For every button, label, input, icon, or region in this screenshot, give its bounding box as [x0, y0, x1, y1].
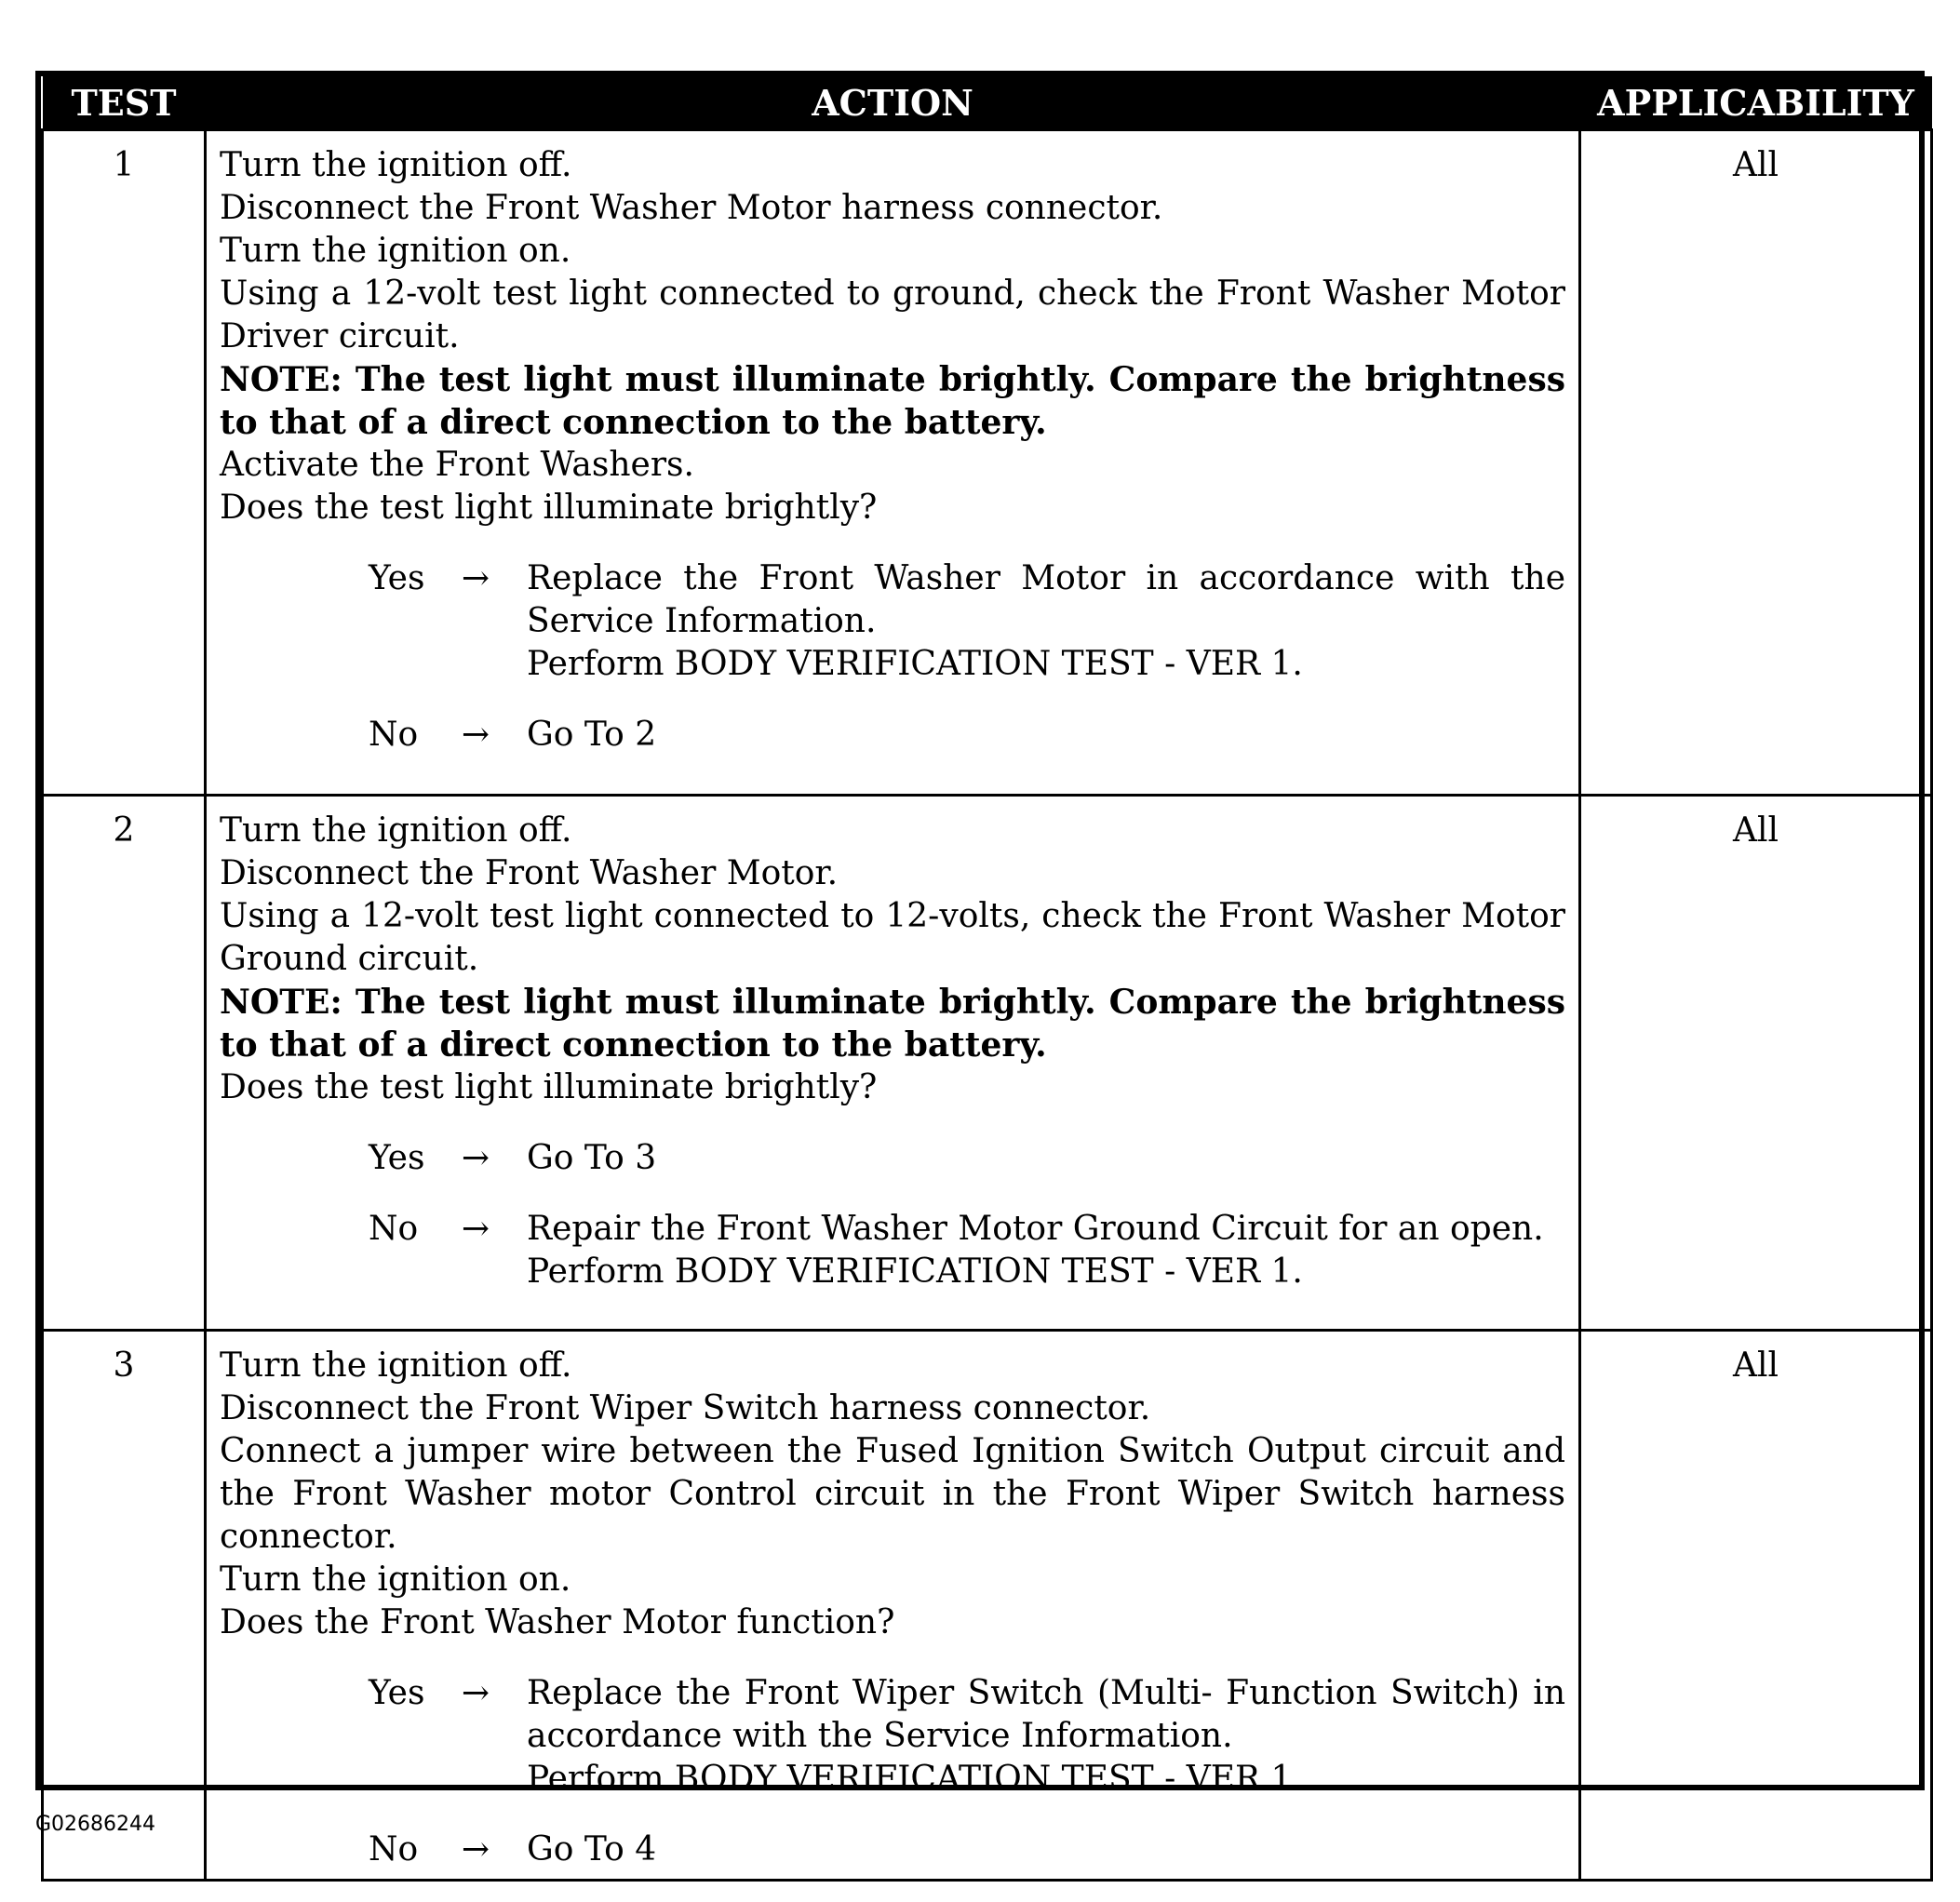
header-row	[43, 76, 1932, 130]
table-row	[43, 130, 1932, 796]
applicability-value: All	[1580, 130, 1932, 796]
action-step: Turn the ignition off.	[220, 146, 572, 184]
arrow-icon: →	[461, 1210, 490, 1248]
result-line: Repair the Front Washer Motor Ground Circuit for an open.	[527, 1210, 1544, 1248]
no-result	[527, 714, 1565, 757]
note-text: NOTE: The test light must illuminate brightly. Compare the brightness to that of a direct connection to the battery.	[220, 983, 1565, 1065]
result-line: Perform BODY VERIFICATION TEST - VER 1.	[527, 645, 1303, 683]
action-step: Disconnect the Front Wiper Switch harness connector.	[220, 1389, 1151, 1427]
yes-result	[527, 1672, 1565, 1801]
result-line: Perform BODY VERIFICATION TEST - VER 1.	[527, 1252, 1303, 1291]
diagnostic-test-table	[41, 76, 1933, 1882]
no-result	[527, 1828, 1565, 1871]
figure-id: G02686244	[35, 1813, 156, 1836]
table-row	[43, 796, 1932, 1331]
action-question: Does the Front Washer Motor function?	[220, 1603, 895, 1641]
result-line: Replace the Front Wiper Switch (Multi- Function Switch) in accordance with the Service Information.	[527, 1674, 1565, 1755]
no-label: No	[369, 716, 419, 754]
yes-label: Yes	[369, 1139, 425, 1177]
action-step: Using a 12-volt test light connected to ground, check the Front Washer Motor Driver circuit.	[220, 275, 1565, 355]
result-line: Go To 2	[527, 716, 657, 754]
action-cell	[206, 130, 1580, 796]
yes-result	[527, 1137, 1565, 1180]
action-question: Does the test light illuminate brightly?	[220, 1068, 878, 1106]
arrow-icon: →	[461, 1674, 490, 1712]
result-line: Perform BODY VERIFICATION TEST - VER 1.	[527, 1760, 1303, 1798]
action-step: Turn the ignition off.	[220, 811, 572, 850]
arrow-icon: →	[461, 559, 490, 597]
no-outcome	[369, 714, 1565, 757]
action-cell	[206, 1331, 1580, 1881]
action-question: Does the test light illuminate brightly?	[220, 489, 878, 527]
yes-outcome	[369, 1137, 1565, 1180]
no-outcome	[369, 1828, 1565, 1871]
action-step: Turn the ignition on.	[220, 232, 571, 270]
action-step: Turn the ignition on.	[220, 1560, 571, 1599]
header-action: ACTION	[206, 76, 1580, 130]
note-text: NOTE: The test light must illuminate brightly. Compare the brightness to that of a direct connection to the battery.	[220, 360, 1565, 442]
no-result	[527, 1208, 1565, 1293]
action-step: Activate the Front Washers.	[220, 446, 694, 484]
yes-label: Yes	[369, 1674, 425, 1712]
test-number: 1	[43, 130, 206, 796]
action-step: Disconnect the Front Washer Motor harness connector.	[220, 189, 1163, 227]
applicability-value: All	[1580, 1331, 1932, 1881]
action-cell	[206, 796, 1580, 1331]
test-number: 2	[43, 796, 206, 1331]
action-step: Turn the ignition off.	[220, 1346, 572, 1385]
applicability-value: All	[1580, 796, 1932, 1331]
arrow-icon: →	[461, 1139, 490, 1177]
yes-outcome	[369, 557, 1565, 686]
no-label: No	[369, 1830, 419, 1869]
test-number: 3	[43, 1331, 206, 1881]
action-step: Disconnect the Front Washer Motor.	[220, 854, 839, 892]
table-row	[43, 1331, 1932, 1881]
yes-label: Yes	[369, 559, 425, 597]
result-line: Go To 4	[527, 1830, 657, 1869]
yes-result	[527, 557, 1565, 686]
arrow-icon: →	[461, 716, 490, 754]
action-step: Using a 12-volt test light connected to 12-volts, check the Front Washer Motor Ground circuit.	[220, 897, 1565, 978]
result-line: Go To 3	[527, 1139, 657, 1177]
no-label: No	[369, 1210, 419, 1248]
yes-outcome	[369, 1672, 1565, 1801]
header-applicability: APPLICABILITY	[1580, 76, 1932, 130]
no-outcome	[369, 1208, 1565, 1293]
header-test: TEST	[43, 76, 206, 130]
arrow-icon: →	[461, 1830, 490, 1869]
action-step: Connect a jumper wire between the Fused Ignition Switch Output circuit and the Front Washer motor Control circuit in the Front Wiper Switch harness connector.	[220, 1432, 1565, 1556]
result-line: Replace the Front Washer Motor in accordance with the Service Information.	[527, 559, 1565, 640]
